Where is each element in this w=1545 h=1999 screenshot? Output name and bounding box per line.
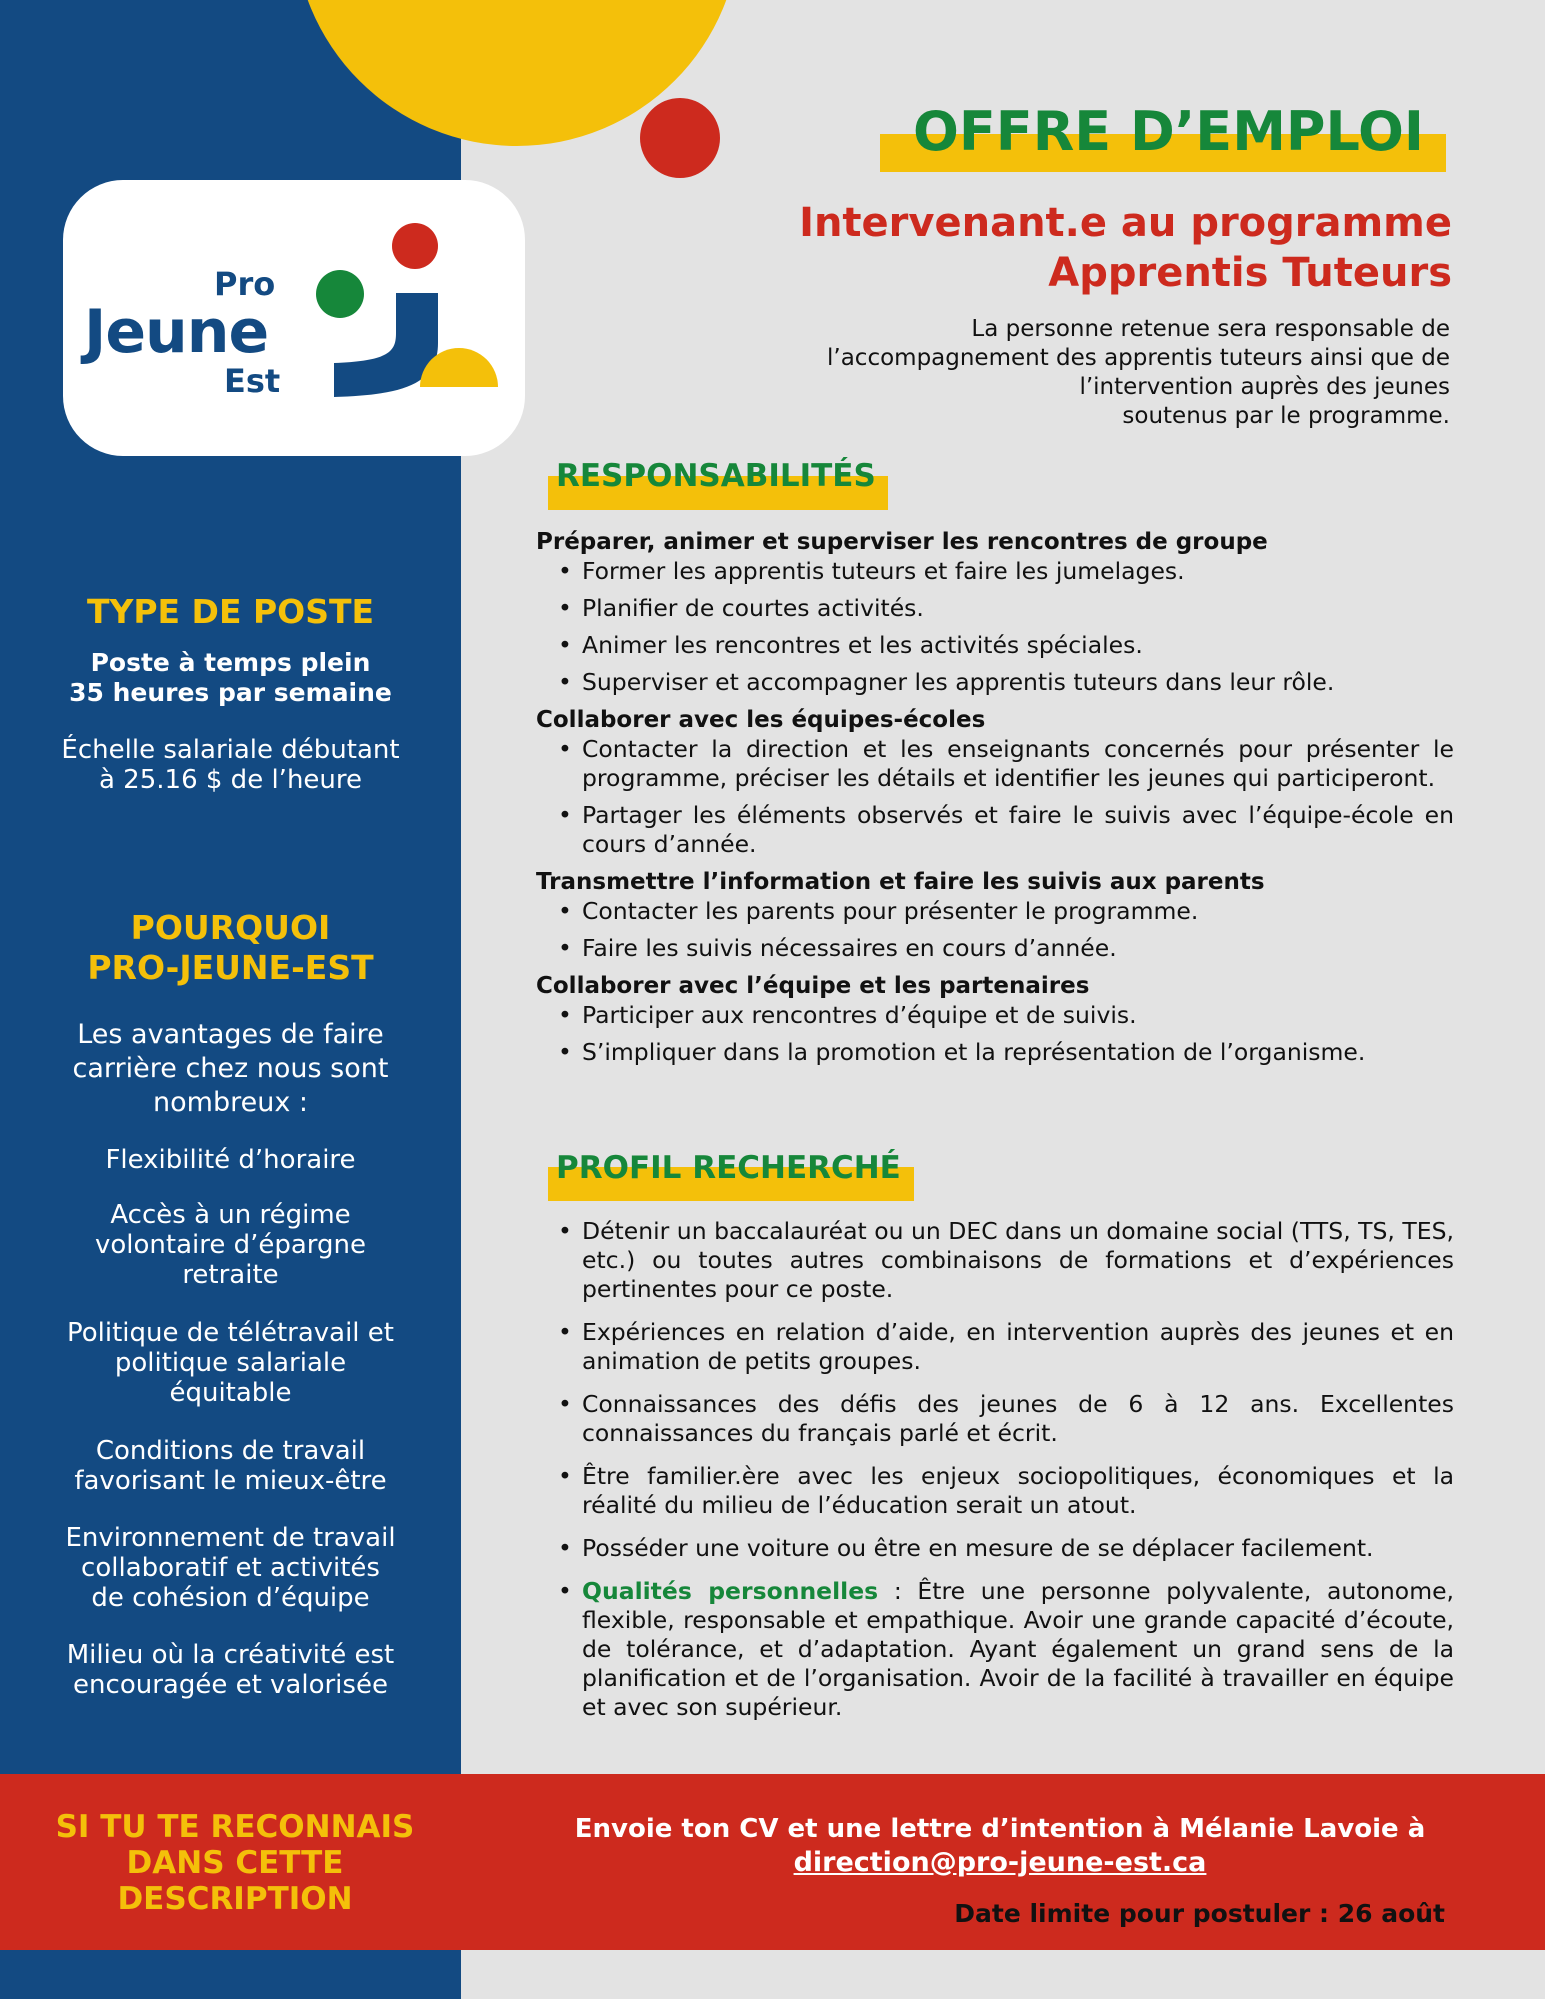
list-item: • Faire les suivis nécessaires en cours d’année.: [536, 934, 1454, 963]
benefit-line: Conditions de travail: [95, 1436, 366, 1466]
list-item: • Partager les éléments observés et faire le suivis avec l’équipe-école en cours d’année.: [536, 801, 1454, 859]
why-heading-line: PRO-JEUNE-EST: [87, 948, 374, 987]
benefit-item: [0, 1523, 461, 1613]
benefit-line: retraite: [182, 1260, 279, 1290]
why-intro: [0, 1018, 461, 1120]
type-details: [0, 648, 461, 708]
type-heading: TYPE DE POSTE: [86, 592, 375, 631]
why-heading-line: POURQUOI: [130, 908, 331, 947]
benefit-line: Milieu où la créativité est: [66, 1640, 395, 1670]
group-heading: Collaborer avec l’équipe et les partenaires: [536, 973, 1090, 999]
footer-callout-line: SI TU TE RECONNAIS: [55, 1809, 415, 1845]
list-item: • Planifier de courtes activités.: [536, 594, 1454, 623]
benefit-item: [0, 1640, 461, 1700]
benefit-line: politique salariale: [114, 1348, 347, 1378]
group-bullets: [536, 1001, 1454, 1067]
benefit-line: de cohésion d’équipe: [91, 1583, 370, 1613]
section-title-profil: PROFIL RECHERCHÉ: [556, 1150, 901, 1186]
type-line: 35 heures par semaine: [69, 678, 392, 707]
list-item: • Animer les rencontres et les activités spéciales.: [536, 631, 1454, 660]
group-heading: Transmettre l’information et faire les suivis aux parents: [536, 869, 1265, 895]
list-item: • Détenir un baccalauréat ou un DEC dans un domaine social (TTS, TS, TES, etc.) ou toutes autres combinaisons de formations et d’expériences pertinentes pour ce poste.: [536, 1217, 1454, 1304]
job-title: [700, 198, 1452, 298]
group-heading: Préparer, animer et superviser les rencontres de groupe: [536, 529, 1268, 555]
section-title-responsabilites: RESPONSABILITÉS: [556, 458, 876, 494]
benefit-line: collaboratif et activités: [81, 1553, 380, 1583]
intro-line: soutenus par le programme.: [1122, 403, 1450, 429]
group-heading: Collaborer avec les équipes-écoles: [536, 707, 986, 733]
email-link[interactable]: direction@pro-jeune-est.ca: [793, 1847, 1207, 1878]
list-item: • Contacter la direction et les enseignants concernés pour présenter le programme, préciser les détails et identifier les jeunes qui participeront.: [536, 735, 1454, 793]
group-bullets: [536, 557, 1454, 697]
red-dot-decoration: [640, 98, 720, 178]
list-item: • S’impliquer dans la promotion et la représentation de l’organisme.: [536, 1038, 1454, 1067]
footer-cta: Envoie ton CV et une lettre d’intention à Mélanie Lavoie à: [574, 1814, 1426, 1844]
why-intro-line: carrière chez nous sont: [72, 1053, 389, 1084]
benefit-item: [0, 1318, 461, 1408]
profil-list: [536, 1217, 1454, 1730]
group-bullets: [536, 735, 1454, 859]
deadline-text: Date limite pour postuler : 26 août: [954, 1899, 1445, 1928]
list-item: • Connaissances des défis des jeunes de 6 à 12 ans. Excellentes connaissances du français parlé et écrit.: [536, 1390, 1454, 1448]
bottom-strip-left: [0, 1950, 461, 1999]
list-item: • Former les apprentis tuteurs et faire les jumelages.: [536, 557, 1454, 586]
benefit-line: Environnement de travail: [65, 1523, 396, 1553]
intro-paragraph: [700, 315, 1450, 431]
salary-line: à 25.16 $ de l’heure: [98, 765, 363, 795]
benefit-line: Accès à un régime: [110, 1200, 351, 1230]
intro-line: La personne retenue sera responsable de: [971, 316, 1450, 342]
list-item-qualities: [536, 1577, 1454, 1722]
footer-callout-line: DESCRIPTION: [117, 1881, 353, 1917]
list-item: • Participer aux rencontres d’équipe et de suivis.: [536, 1001, 1454, 1030]
job-title-line1: Intervenant.e au programme: [799, 200, 1452, 246]
salary-text: [0, 735, 461, 795]
benefit-line: équitable: [169, 1378, 292, 1408]
intro-line: l’accompagnement des apprentis tuteurs ainsi que de: [827, 345, 1450, 371]
benefit-item: [0, 1200, 461, 1290]
salary-line: Échelle salariale débutant: [61, 735, 400, 765]
benefit-line: volontaire d’épargne: [94, 1230, 367, 1260]
bottom-strip-right: [461, 1950, 1545, 1999]
benefit-line: Politique de télétravail et: [67, 1318, 394, 1348]
logo-word-est: Est: [224, 362, 281, 400]
responsabilites-list: [536, 527, 1454, 1075]
why-intro-line: nombreux :: [153, 1087, 308, 1118]
benefit-line: Flexibilité d’horaire: [105, 1145, 356, 1175]
profil-bullets: [536, 1217, 1454, 1722]
list-item: • Expériences en relation d’aide, en intervention auprès des jeunes et en animation de petits groupes.: [536, 1318, 1454, 1376]
list-item: • Être familier.ère avec les enjeux sociopolitiques, économiques et la réalité du milieu de l’éducation serait un atout.: [536, 1462, 1454, 1520]
logo-word-jeune: Jeune: [84, 297, 269, 367]
type-line: Poste à temps plein: [90, 648, 371, 677]
footer-callout-line: DANS CETTE: [126, 1845, 344, 1881]
group-bullets: [536, 897, 1454, 963]
benefit-line: favorisant le mieux-être: [74, 1466, 387, 1496]
list-item: • Contacter les parents pour présenter le programme.: [536, 897, 1454, 926]
intro-line: l’intervention auprès des jeunes: [1079, 374, 1450, 400]
logo-mark-icon: [310, 215, 510, 405]
qualities-text: : Être une personne polyvalente, autonome, flexible, responsable et empathique. Avoir une grande capacité d’écoute, de tolérance, et d’adaptation. Ayant également un grand sens de la planification et de l’organisation. Avoir de la facilité à travailler en équipe et avec son supérieur.: [582, 1577, 1455, 1721]
why-intro-line: Les avantages de faire: [77, 1019, 384, 1050]
footer-callout: [0, 1809, 470, 1917]
list-item: • Posséder une voiture ou être en mesure de se déplacer facilement.: [536, 1534, 1454, 1563]
benefit-item: [0, 1436, 461, 1496]
page-title: OFFRE D’EMPLOI: [913, 100, 1424, 163]
qualities-label: Qualités personnelles: [582, 1577, 879, 1605]
benefit-line: encouragée et valorisée: [73, 1670, 388, 1700]
job-title-line2: Apprentis Tuteurs: [1048, 250, 1452, 296]
why-heading: [0, 908, 461, 988]
benefit-item: [0, 1145, 461, 1175]
list-item: • Superviser et accompagner les apprentis tuteurs dans leur rôle.: [536, 668, 1454, 697]
logo-word-pro: Pro: [214, 265, 276, 303]
